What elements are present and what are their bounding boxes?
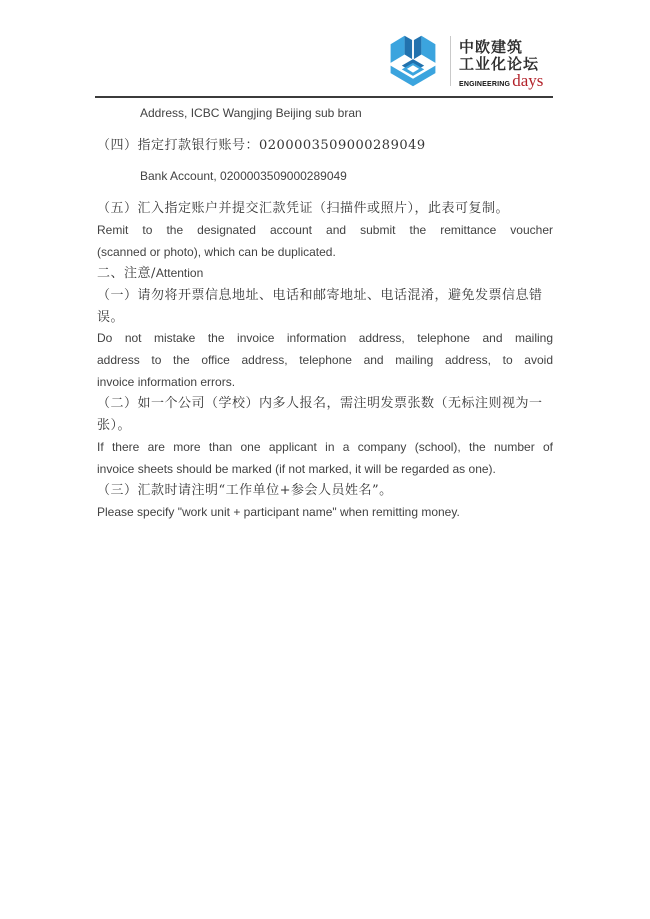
header-rule <box>95 96 553 98</box>
note-1-en-line1: Do not mistake the invoice information address, telephone and mailing <box>97 331 553 346</box>
logo-title-line1: 中欧建筑 <box>459 38 524 56</box>
note-2-cn: （二）如一个公司（学校）内多人报名，需注明发票张数（无标注则视为一张）。 <box>97 396 543 434</box>
logo-subtitle <box>459 70 544 90</box>
cube-logo-icon <box>385 32 441 90</box>
logo-title-line2: 工业化论坛 <box>459 55 540 73</box>
item-5-en-line1: Remit to the designated account and submit the remittance voucher <box>97 222 553 237</box>
bank-account-line-en: Bank Account, 0200003509000289049 <box>140 169 347 184</box>
attention-heading-en: Attention <box>155 266 204 281</box>
attention-heading <box>97 263 553 285</box>
note-3-cn: （三）汇款时请注明“工作单位+参会人员姓名”。 <box>97 483 393 499</box>
note-1-cn: （一）请勿将开票信息地址、电话和邮寄地址、电话混淆，避免发票信息错误。 <box>97 287 543 325</box>
bank-account-line-cn: （四）指定打款银行账号：0200003509000289049 <box>97 137 426 153</box>
note-1-en-line2: address to the office address, telephone and mailing address, to avoid <box>97 353 553 368</box>
bank-address-line-en: Address, ICBC Wangjing Beijing sub bran <box>140 106 362 120</box>
document-content <box>97 103 553 524</box>
note-3-en: Please specify "work unit + participant name" when remitting money. <box>97 504 460 519</box>
logo-subtitle-days: days <box>512 70 544 90</box>
logo-divider <box>450 36 451 86</box>
note-2-en-line2: invoice sheets should be marked (if not marked, it will be regarded as one). <box>97 461 496 476</box>
logo <box>385 32 543 90</box>
note-1-en-line3: invoice information errors. <box>97 374 236 389</box>
logo-text <box>459 35 543 88</box>
logo-subtitle-engineering: ENGINEERING <box>459 80 511 88</box>
item-5-cn: （五）汇入指定账户并提交汇款凭证（扫描件或照片），此表可复制。 <box>97 201 510 217</box>
attention-heading-cn: 二、注意/ <box>97 266 156 282</box>
note-2-en-line1: If there are more than one applicant in a company (school), the number of <box>97 439 553 454</box>
item-5-en-line2: (scanned or photo), which can be duplicated. <box>97 244 336 259</box>
